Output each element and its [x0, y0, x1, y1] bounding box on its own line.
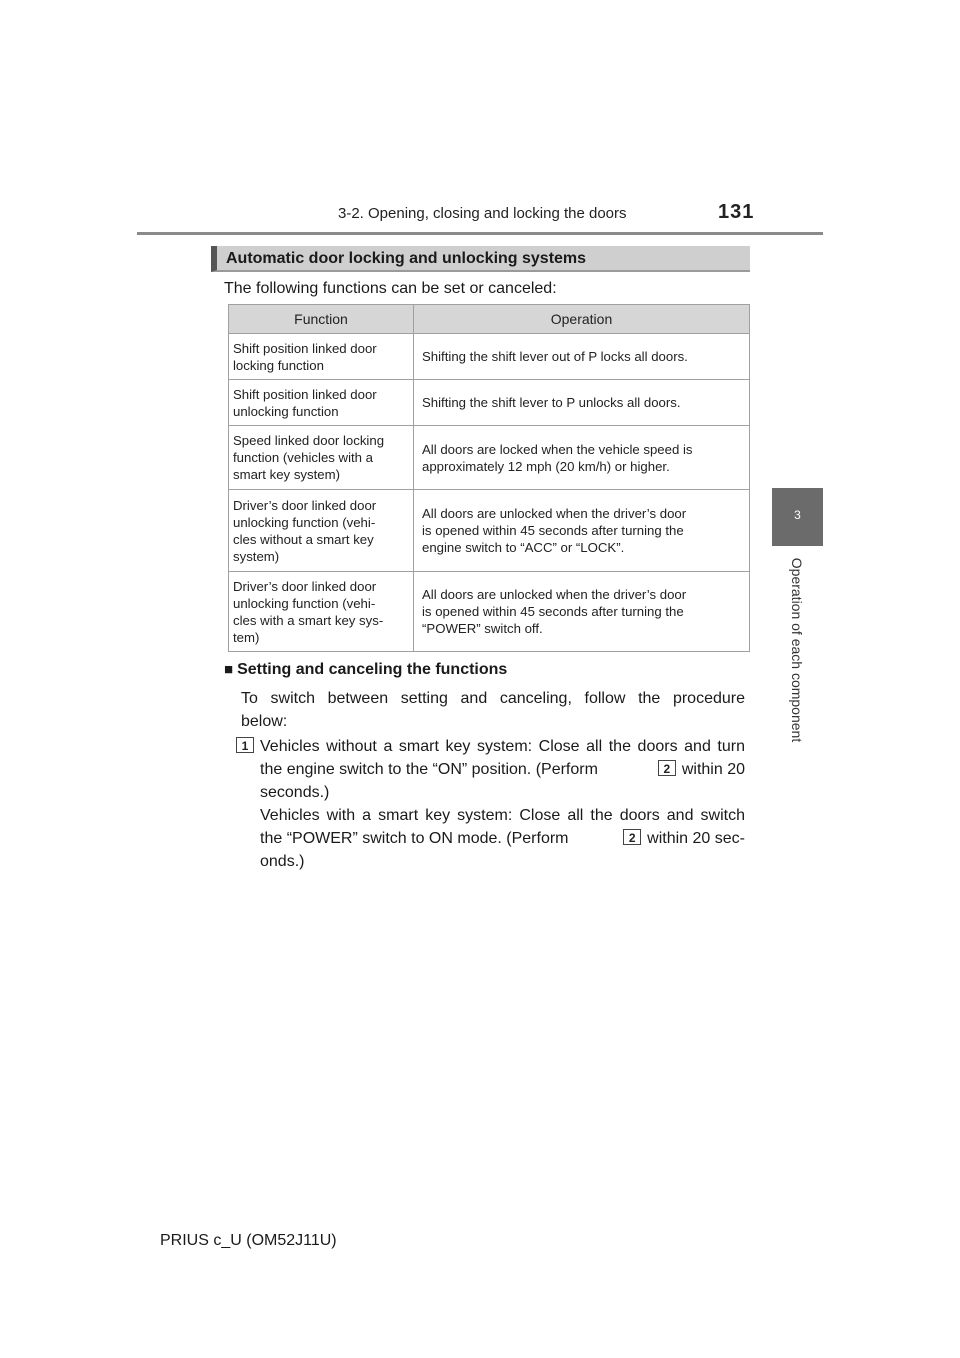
operation-cell	[414, 380, 750, 426]
table-header-row	[229, 305, 750, 334]
cell-line: cles without a smart key	[233, 531, 374, 547]
cell-line: is opened within 45 seconds after turning the	[422, 604, 684, 619]
cell-line: Shifting the shift lever to P unlocks all doors.	[422, 395, 681, 410]
table-row	[229, 572, 750, 652]
table-row	[229, 334, 750, 380]
table-row	[229, 380, 750, 426]
step-1-number-box	[236, 737, 254, 756]
header-section-title: 3-2. Opening, closing and locking the doors	[338, 205, 627, 222]
text-line	[260, 827, 745, 850]
column-header-function: Function	[229, 305, 414, 334]
text-fragment: within 20 sec-	[647, 830, 745, 847]
section-heading	[211, 246, 750, 272]
text-line	[260, 758, 745, 781]
cell-line: cles with a smart key sys-	[233, 612, 384, 628]
procedure-intro	[241, 687, 745, 733]
cell-line: function (vehicles with a	[233, 450, 374, 465]
chapter-number: 3	[794, 508, 801, 522]
cell-line: unlocking function (vehi-	[233, 595, 376, 611]
chapter-tab	[772, 488, 823, 546]
text-fragment	[617, 827, 745, 850]
cell-line: Shift position linked door	[233, 340, 377, 356]
cell-line: system)	[233, 548, 280, 564]
step-1-text	[260, 735, 745, 873]
cell-line: tem)	[233, 629, 260, 645]
cell-line: locking function	[233, 357, 324, 373]
text-fragment	[652, 758, 745, 781]
operation-cell	[414, 334, 750, 380]
cell-line: Driver’s door linked door	[233, 578, 377, 594]
header-divider	[137, 232, 823, 235]
function-cell	[229, 334, 414, 380]
intro-text: The following functions can be set or canceled:	[224, 280, 557, 297]
subheading	[224, 661, 507, 679]
text-line: Vehicles with a smart key system: Close all the doors and switch	[260, 807, 745, 824]
step-reference-box: 2	[623, 829, 641, 845]
text-line: below:	[241, 713, 288, 730]
cell-line: Shift position linked door	[233, 386, 377, 402]
operation-cell	[414, 572, 750, 652]
page-number: 131	[718, 201, 755, 223]
step-number-box: 1	[236, 737, 254, 753]
cell-line: All doors are unlocked when the driver’s door	[422, 506, 687, 521]
cell-line: smart key system)	[233, 467, 340, 482]
cell-line: approximately 12 mph (20 km/h) or higher.	[422, 458, 670, 474]
cell-line: engine switch to “ACC” or “LOCK”.	[422, 540, 625, 555]
table-row	[229, 490, 750, 572]
cell-line: unlocking function	[233, 403, 339, 419]
text-fragment: the engine switch to the “ON” position. (Perform	[260, 761, 598, 778]
function-cell	[229, 572, 414, 652]
function-cell	[229, 490, 414, 572]
function-cell	[229, 380, 414, 426]
text-line: seconds.)	[260, 784, 330, 801]
footer-model-code: PRIUS c_U (OM52J11U)	[160, 1232, 337, 1249]
cell-line: Shifting the shift lever out of P locks all doors.	[422, 349, 688, 364]
text-fragment: within 20	[681, 761, 745, 778]
function-cell	[229, 426, 414, 490]
square-bullet-icon: ■	[224, 661, 234, 678]
chapter-title: Operation of each component	[789, 557, 805, 743]
step-reference-box: 2	[658, 760, 676, 776]
cell-line: unlocking function (vehi-	[233, 514, 376, 530]
operation-cell	[414, 490, 750, 572]
column-header-operation: Operation	[414, 305, 750, 334]
operation-cell	[414, 426, 750, 490]
text-line: Vehicles without a smart key system: Close all the doors and turn	[260, 738, 745, 755]
cell-line: is opened within 45 seconds after turning the	[422, 523, 684, 538]
cell-line: All doors are unlocked when the driver’s door	[422, 587, 687, 602]
section-heading-text: Automatic door locking and unlocking systems	[226, 250, 587, 267]
text-line: onds.)	[260, 853, 305, 870]
cell-line: “POWER” switch off.	[422, 621, 543, 636]
cell-line: All doors are locked when the vehicle speed is	[422, 441, 693, 457]
cell-line: Speed linked door locking	[233, 433, 385, 448]
cell-line: Driver’s door linked door	[233, 497, 377, 513]
text-line: To switch between setting and canceling, follow the procedure	[241, 690, 745, 707]
table-row	[229, 426, 750, 490]
text-fragment: the “POWER” switch to ON mode. (Perform	[260, 830, 569, 847]
subheading-text: Setting and canceling the functions	[237, 661, 508, 678]
functions-table	[228, 304, 750, 652]
